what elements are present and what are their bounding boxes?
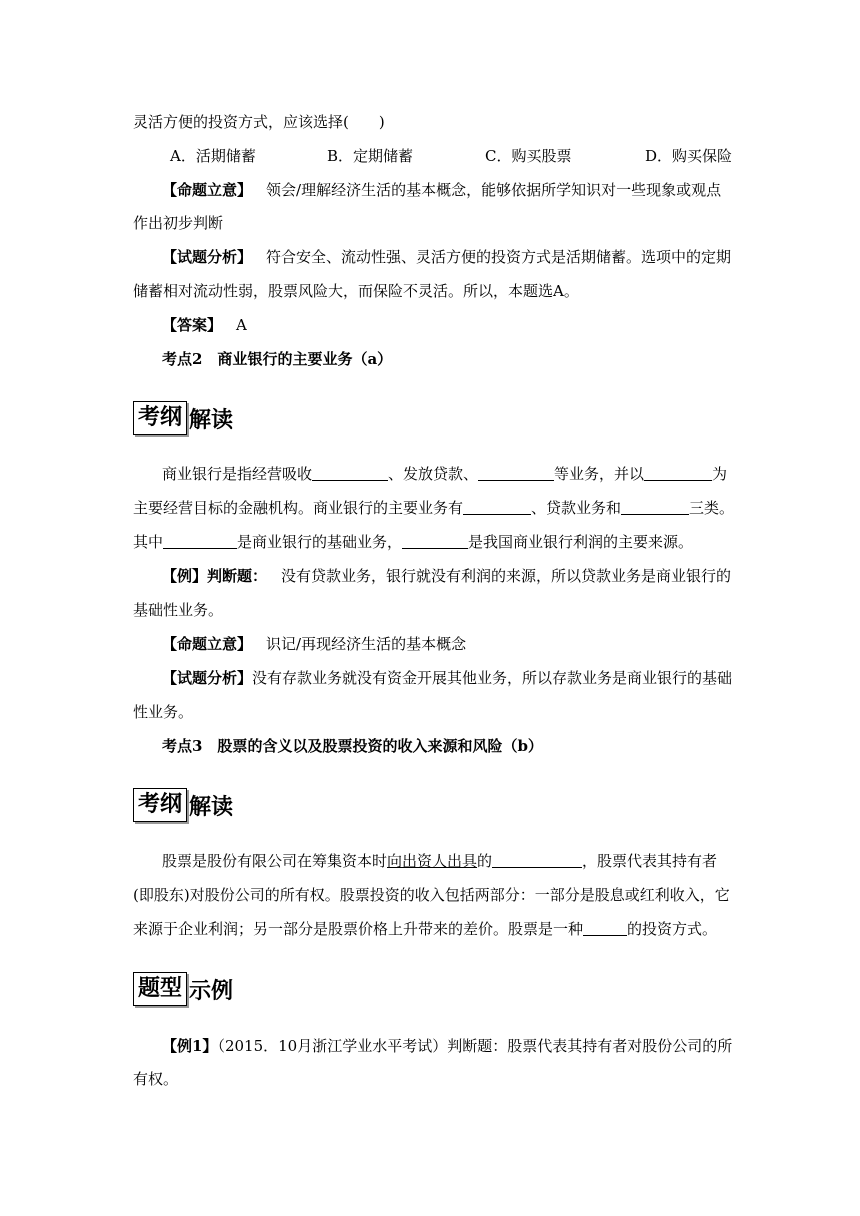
analysis-text: 没有存款业务就没有资金开展其他业务，所以存款业务是商业银行的基础 xyxy=(252,669,733,687)
heading-box: 考纲 xyxy=(133,401,187,435)
question-stem: 灵活方便的投资方式，应该选择( ) xyxy=(133,113,385,131)
point3-para-line3: 来源于企业利润；另一部分是股票价格上升带来的差价。股票是一种 的投资方式。 xyxy=(133,920,718,938)
section-heading-outline xyxy=(133,401,233,435)
point2-title: 考点2 商业银行的主要业务（a） xyxy=(162,350,393,368)
point2-para-line2: 主要经营目标的金融机构。商业银行的主要业务有 、贷款业务和 三类。 xyxy=(133,499,735,517)
blank xyxy=(621,499,689,515)
intent-text-2: 作出初步判断 xyxy=(133,214,224,232)
point2-analysis-line xyxy=(162,668,732,688)
point2-analysis-line2: 性业务。 xyxy=(133,703,194,721)
underlined-text: 向出资人出具 xyxy=(387,852,478,870)
example-tag: 【例】判断题： xyxy=(162,567,268,585)
point3-para-line2: (即股东)对股份公司的所有权。股票投资的收入包括两部分：一部分是股息或红利收入，它 xyxy=(133,886,730,904)
blank xyxy=(163,533,237,549)
intent-tag: 【命题立意】 xyxy=(162,635,253,653)
point2-example-line xyxy=(162,566,731,586)
heading-text: 解读 xyxy=(189,407,234,433)
option-a: A．活期储蓄 xyxy=(170,147,256,165)
analysis-tag: 【试题分析】 xyxy=(162,669,253,687)
example1-line2: 有权。 xyxy=(133,1070,179,1088)
intent-text: 领会/理解经济生活的基本概念，能够依据所学知识对一些现象或观点 xyxy=(266,181,722,199)
point2-intent-line xyxy=(162,634,466,654)
blank xyxy=(402,533,468,549)
answer-value: A xyxy=(236,316,247,334)
heading-box: 题型 xyxy=(133,972,187,1006)
example1-tag: 【例1】 xyxy=(162,1037,218,1055)
intent-line xyxy=(162,180,721,200)
analysis-text: 符合安全、流动性强、灵活方便的投资方式是活期储蓄。选项中的定期 xyxy=(266,248,732,266)
blank xyxy=(478,465,554,481)
heading-text: 示例 xyxy=(189,978,234,1004)
answer-line xyxy=(162,315,247,335)
blank xyxy=(644,465,712,481)
analysis-line xyxy=(162,247,731,267)
analysis-text-2: 储蓄相对流动性弱，股票风险大，而保险不灵活。所以，本题选A。 xyxy=(133,282,579,300)
intent-text: 识记/再现经济生活的基本概念 xyxy=(266,635,467,653)
example1-line xyxy=(162,1036,732,1056)
heading-text: 解读 xyxy=(189,794,234,820)
heading-box: 考纲 xyxy=(133,788,187,822)
example1-text: （2015．10月浙江学业水平考试）判断题：股票代表其持有者对股份公司的所 xyxy=(217,1037,733,1055)
blank xyxy=(583,920,627,936)
intent-tag: 【命题立意】 xyxy=(162,181,253,199)
point3-para-line1: 股票是股份有限公司在筹集资本时向出资人出具的 ，股票代表其持有者 xyxy=(162,852,718,870)
blank xyxy=(492,852,582,868)
analysis-tag: 【试题分析】 xyxy=(162,248,253,266)
point2-para-line3: 其中 是商业银行的基础业务， 是我国商业银行利润的主要来源。 xyxy=(133,533,694,551)
section-heading-outline xyxy=(133,788,233,822)
point2-para-line1: 商业银行是指经营吸收 、发放贷款、 等业务，并以 为 xyxy=(162,465,728,483)
option-c: C．购买股票 xyxy=(485,147,572,165)
blank xyxy=(463,499,531,515)
point3-title: 考点3 股票的含义以及股票投资的收入来源和风险（b） xyxy=(162,737,543,755)
point2-example-line2: 基础性业务。 xyxy=(133,601,224,619)
example-text: 没有贷款业务，银行就没有利润的来源，所以贷款业务是商业银行的 xyxy=(281,567,732,585)
section-heading-examples xyxy=(133,972,233,1006)
option-d: D．购买保险 xyxy=(645,147,733,165)
blank xyxy=(312,465,388,481)
option-b: B．定期储蓄 xyxy=(327,147,414,165)
answer-tag: 【答案】 xyxy=(162,316,223,334)
